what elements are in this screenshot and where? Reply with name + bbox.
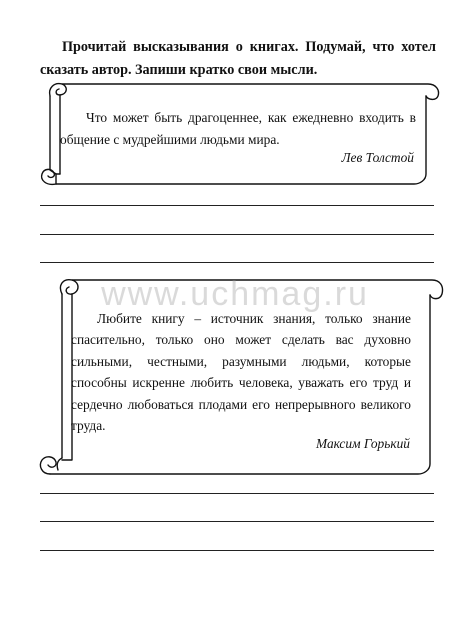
task-instruction: Прочитай высказывания о книгах. Подумай, что хотел сказать автор. Запиши кратко свои мысли.: [40, 39, 436, 78]
quote-tolstoy-text: Что может быть драгоценнее, как ежедневно входить в общение с мудрейшими людьми мира.: [60, 110, 416, 147]
answer-line-2[interactable]: [40, 234, 434, 235]
quote-tolstoy-author: Лев Толстой: [341, 150, 414, 165]
quote-gorky-author: Максим Горький: [315, 436, 410, 451]
answer-line-3[interactable]: [40, 262, 434, 263]
answer-line-6[interactable]: [40, 550, 434, 551]
watermark: www.uchmag.ru: [101, 275, 369, 313]
answer-line-1[interactable]: [40, 205, 434, 206]
answer-line-5[interactable]: [40, 521, 434, 522]
quote-gorky-text: Любите книгу – источник знания, только знание спасительно, только оно может сделать вас духовно сильными, честными, разумными людьми, которые способны искренне любить человека, уважать его труд и сердечно любоваться плодами его непрерывного великого труда.: [71, 311, 411, 434]
answer-line-4[interactable]: [40, 493, 434, 494]
